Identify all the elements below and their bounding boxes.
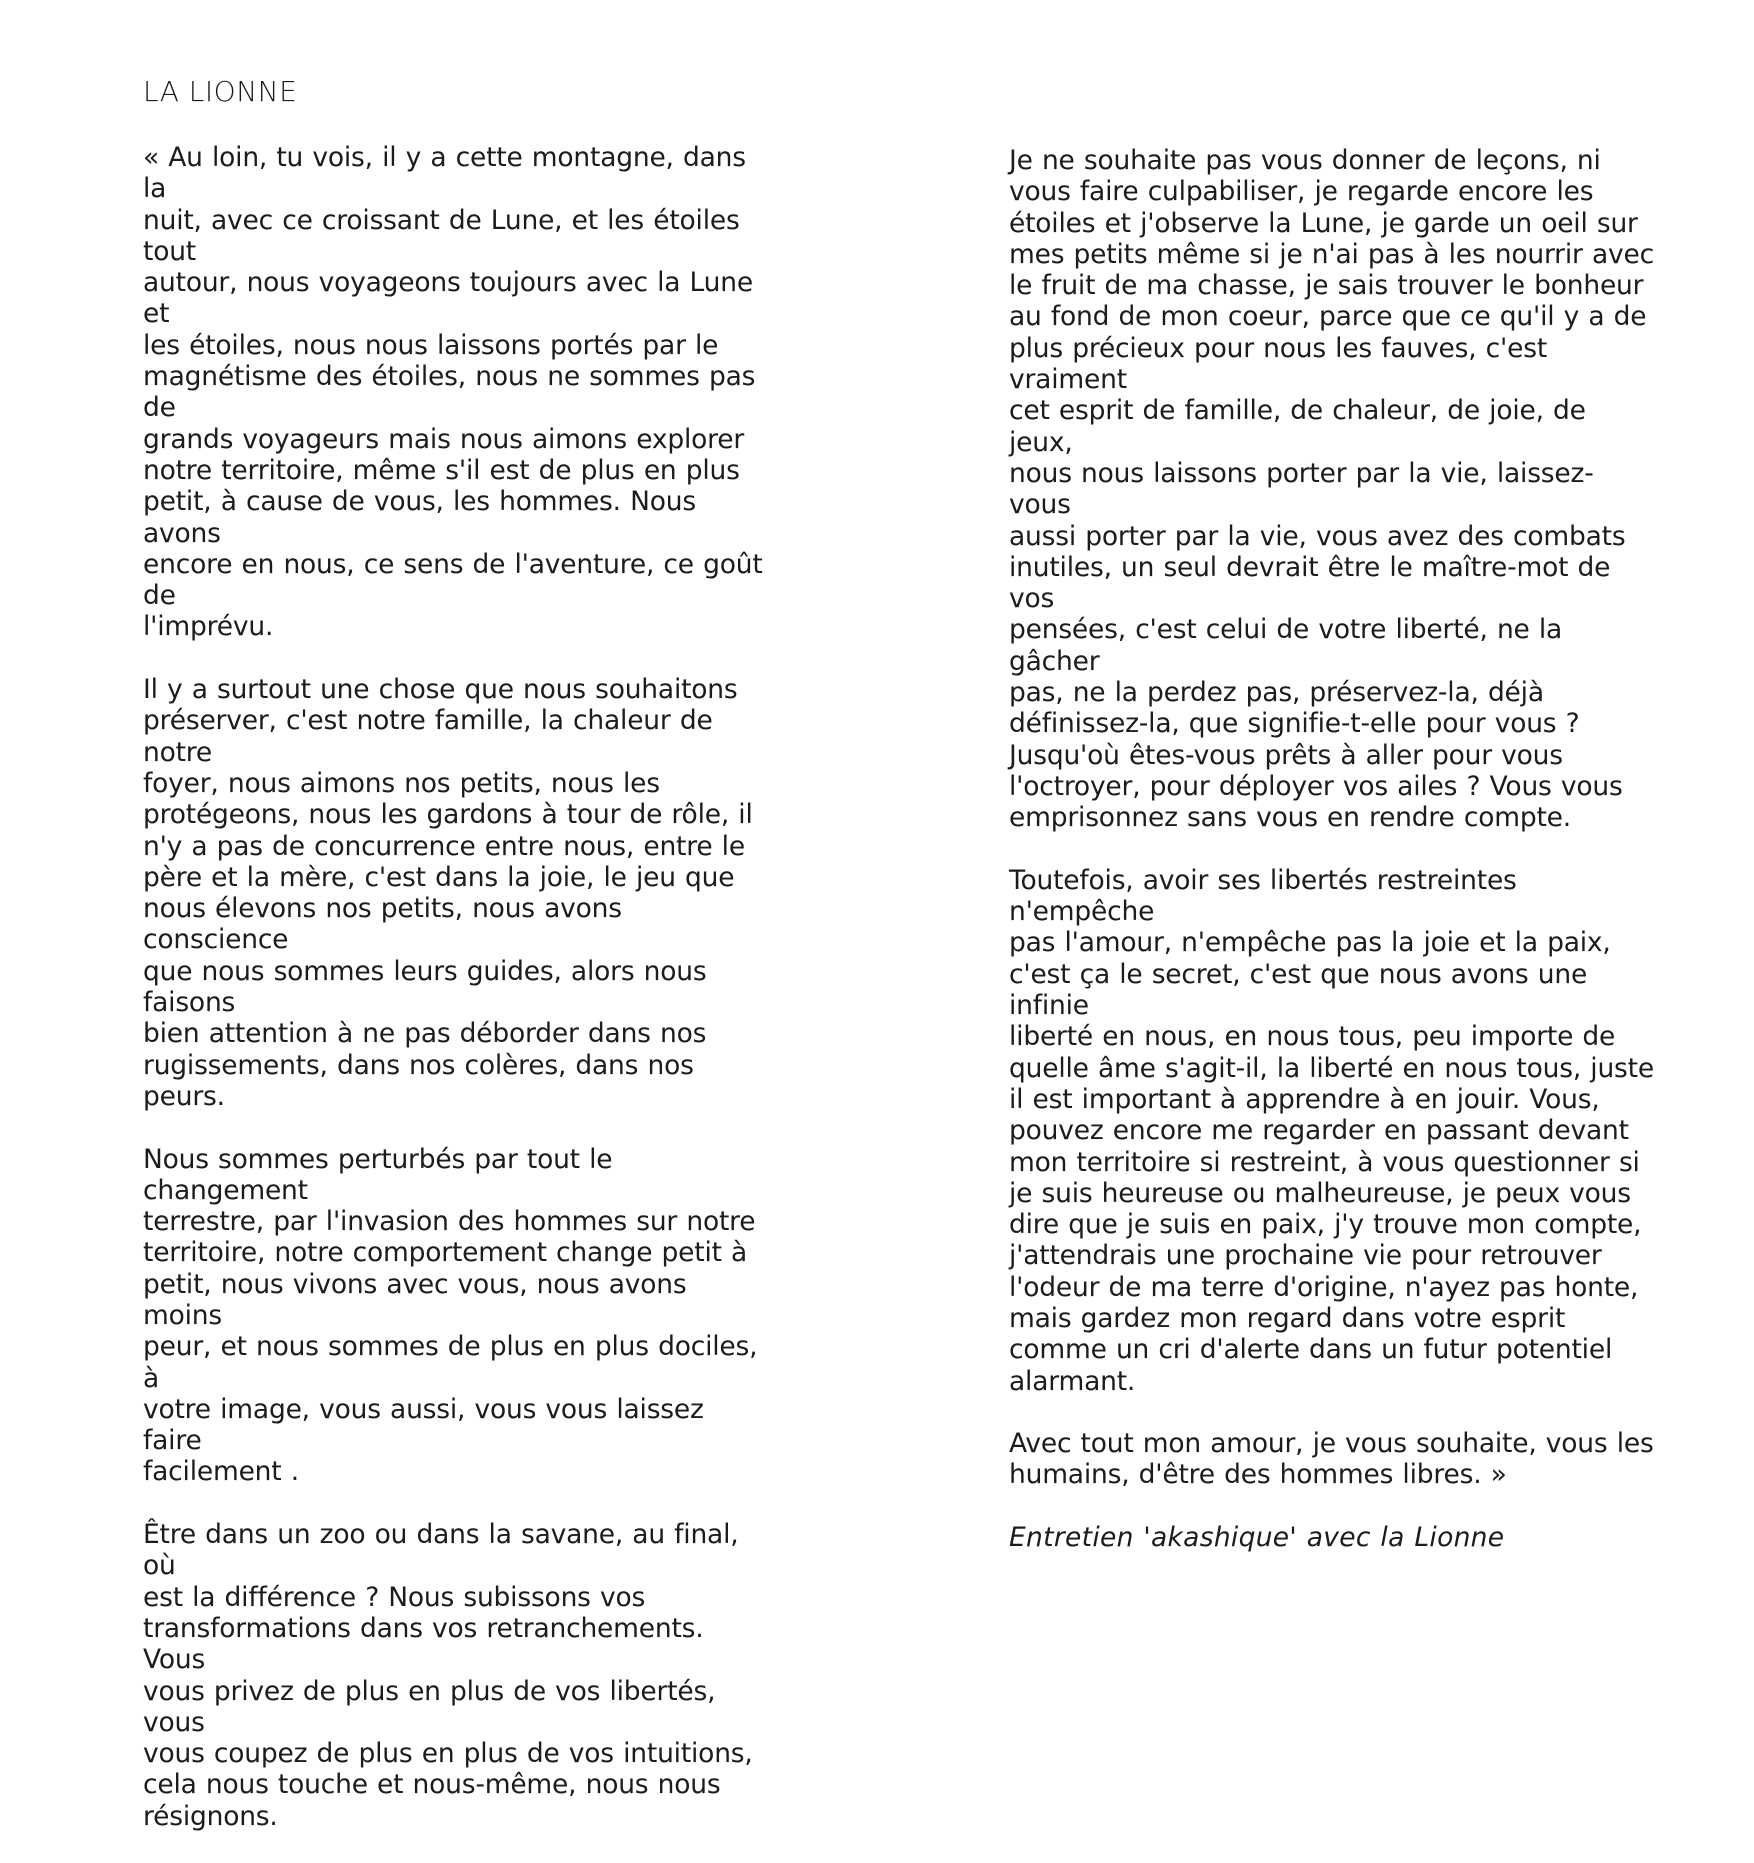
paragraph: Être dans un zoo ou dans la savane, au final, où est la différence ? Nous subissons vos transformations dans vos retranchements. Vous vous privez de plus en plus de vos libertés, vous vous coupez de plus en plus de vos intuitions, cela nous touche et nous-même, nous nous résignons. bbox=[143, 1519, 753, 1832]
paragraph: Nous sommes perturbés par tout le changement terrestre, par l'invasion des hommes sur notre territoire, notre comportement change petit à petit, nous vivons avec vous, nous avons moins peur, et nous sommes de plus en plus dociles, à votre image, vous aussi, vous vous laissez faire facilement . bbox=[143, 1143, 758, 1488]
paragraph: Il y a surtout une chose que nous souhaitons préserver, c'est notre famille, la chaleur de notre foyer, nous aimons nos petits, nous les protégeons, nous les gardons à tour de rôle, il n'y a pas de concurrence entre nous, entre le père et la mère, c'est dans la joie, le jeu que nous élevons nos petits, nous avons conscience que nous sommes leurs guides, alors nous faisons bien attention à ne pas déborder dans nos rugissements, dans nos colères, dans nos peurs. bbox=[143, 674, 753, 1112]
page-title: LA LIONNE bbox=[143, 75, 298, 108]
left-column-text bbox=[143, 142, 767, 1863]
right-page bbox=[877, 0, 1754, 1554]
paragraph: « Au loin, tu vois, il y a cette montagne, dans la nuit, avec ce croissant de Lune, et les étoiles tout autour, nous voyageons toujours avec la Lune et les étoiles, nous nous laissons portés par le magnétisme des étoiles, nous ne sommes pas de grands voyageurs mais nous aimons explorer notre territoire, même s'il est de plus en plus petit, à cause de vous, les hommes. Nous avons encore en nous, ce sens de l'aventure, ce goût de l'imprévu. bbox=[143, 142, 763, 643]
left-page bbox=[0, 0, 877, 1832]
paragraph: Je ne souhaite pas vous donner de leçons, ni vous faire culpabiliser, je regarde encore les étoiles et j'observe la Lune, je garde un oeil sur mes petits même si je n'ai pas à les nourrir avec le fruit de ma chasse, je sais trouver le bonheur au fond de mon coeur, parce que ce qu'il y a de plus précieux pour nous les fauves, c'est vraiment cet esprit de famille, de chaleur, de joie, de jeux, nous nous laissons porter par la vie, laissez-vous aussi porter par la vie, vous avez des combats inutiles, un seul devrait être le maître-mot de vos pensées, c'est celui de votre liberté, ne la gâcher pas, ne la perdez pas, préservez-la, déjà définissez-la, que signifie-t-elle pour vous ? Jusqu'où êtes-vous prêts à aller pour vous l'octroyer, pour déployer vos ailes ? Vous vous emprisonnez sans vous en rendre compte. bbox=[1009, 145, 1654, 834]
right-column-text bbox=[1009, 145, 1654, 1553]
paragraph: Toutefois, avoir ses libertés restreintes n'empêche pas l'amour, n'empêche pas la joie et la paix, c'est ça le secret, c'est que nous avons une infinie liberté en nous, en nous tous, peu importe de quelle âme s'agit-il, la liberté en nous tous, juste il est important à apprendre à en jouir. Vous, pouvez encore me regarder en passant devant mon territoire si restreint, à vous questionner si je suis heureuse ou malheureuse, je peux vous dire que je suis en paix, j'y trouve mon compte, j'attendrais une prochaine vie pour retrouver l'odeur de ma terre d'origine, n'ayez pas honte, mais gardez mon regard dans votre esprit comme un cri d'alerte dans un futur potentiel alarmant. bbox=[1009, 864, 1654, 1397]
paragraph: Avec tout mon amour, je vous souhaite, vous les humains, d'être des hommes libres. » bbox=[1009, 1428, 1654, 1491]
attribution-line: Entretien 'akashique' avec la Lionne bbox=[1009, 1522, 1505, 1554]
